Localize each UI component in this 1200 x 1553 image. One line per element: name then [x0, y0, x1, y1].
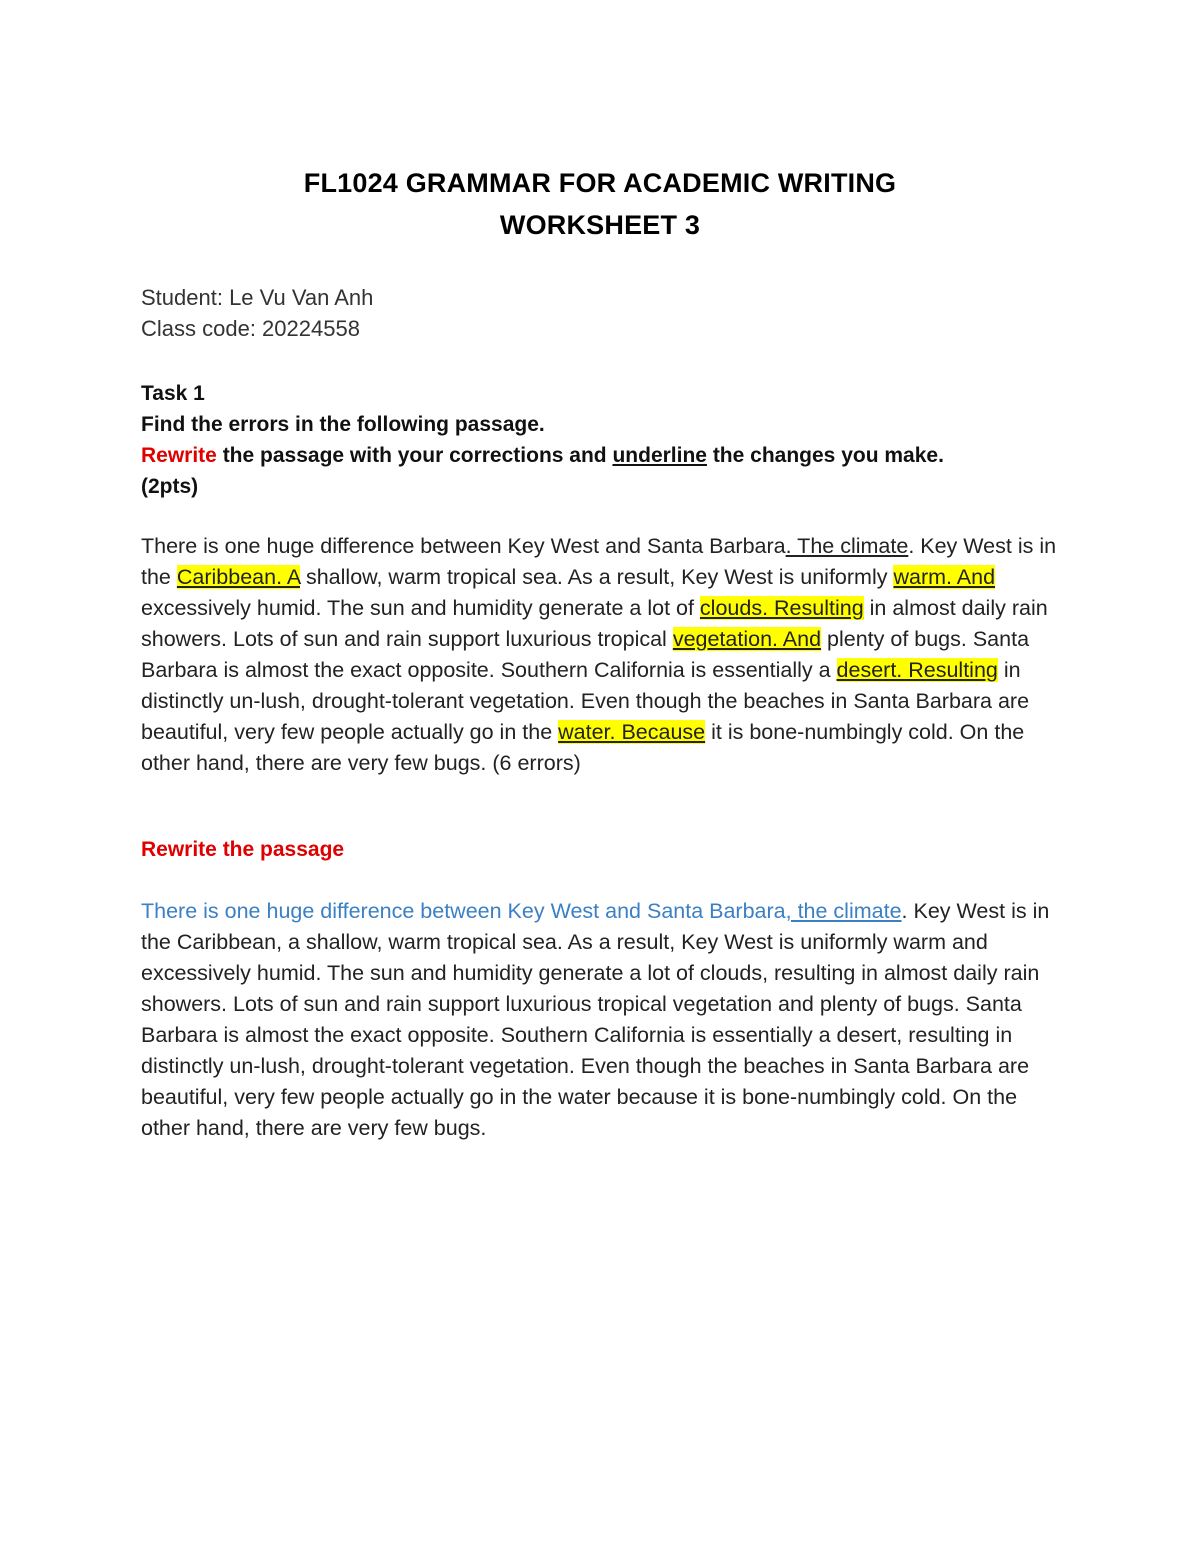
underlined-change: . The climate — [785, 534, 909, 558]
page-title: FL1024 GRAMMAR FOR ACADEMIC WRITING — [303, 168, 897, 198]
underlined-change: , the climate — [785, 899, 902, 923]
underline-keyword: underline — [612, 444, 707, 467]
task-points: (2pts) — [141, 475, 199, 498]
task-instruction-find: Find the errors in the following passage. — [141, 413, 545, 436]
rewrite-heading: Rewrite the passage — [141, 838, 345, 861]
rewrite-keyword: Rewrite — [141, 444, 217, 467]
task-instruction-rewrite: Rewrite the passage with your corrections and underline the changes you make. — [141, 444, 944, 467]
highlighted-error: desert. Resulting — [836, 658, 998, 682]
highlighted-error: warm. And — [893, 565, 996, 589]
class-code: Class code: 20224558 — [141, 316, 360, 341]
page-subtitle: WORKSHEET 3 — [499, 210, 701, 240]
task-instructions — [141, 378, 1081, 502]
rewritten-passage: There is one huge difference between Key West and Santa Barbara, the climate. Key West is in the Caribbean, a shallow, warm tropical sea. As a result, Key West is uniformly warm and excessively humid. The sun and humidity generate a lot of clouds, resulting in almost daily rain showers. Lots of sun and rain support luxurious tropical vegetation and plenty of bugs. Santa Barbara is almost the exact opposite. Southern California is essentially a desert, resulting in distinctly un-lush, drought-tolerant vegetation. Even though the beaches in Santa Barbara are beautiful, very few people actually go in the water because it is bone-numbingly cold. On the other hand, there are very few bugs. — [141, 899, 1050, 1140]
student-name: Student: Le Vu Van Anh — [141, 285, 374, 310]
highlighted-error: Caribbean. A — [176, 565, 300, 589]
highlighted-error: clouds. Resulting — [699, 596, 864, 620]
original-passage: There is one huge difference between Key West and Santa Barbara. The climate. Key West is in the Caribbean. A shallow, warm tropical sea. As a result, Key West is uniformly warm. And excessively humid. The sun and humidity generate a lot of clouds. Resulting in almost daily rain showers. Lots of sun and rain support luxurious tropical vegetation. And plenty of bugs. Santa Barbara is almost the exact opposite. Southern California is essentially a desert. Resulting in distinctly un-lush, drought-tolerant vegetation. Even though the beaches in Santa Barbara are beautiful, very few people actually go in the water. Because it is bone-numbingly cold. On the other hand, there are very few bugs. (6 errors) — [141, 534, 1057, 775]
highlighted-error: water. Because — [558, 720, 706, 744]
task-label: Task 1 — [141, 382, 205, 405]
highlighted-error: vegetation. And — [672, 627, 822, 651]
